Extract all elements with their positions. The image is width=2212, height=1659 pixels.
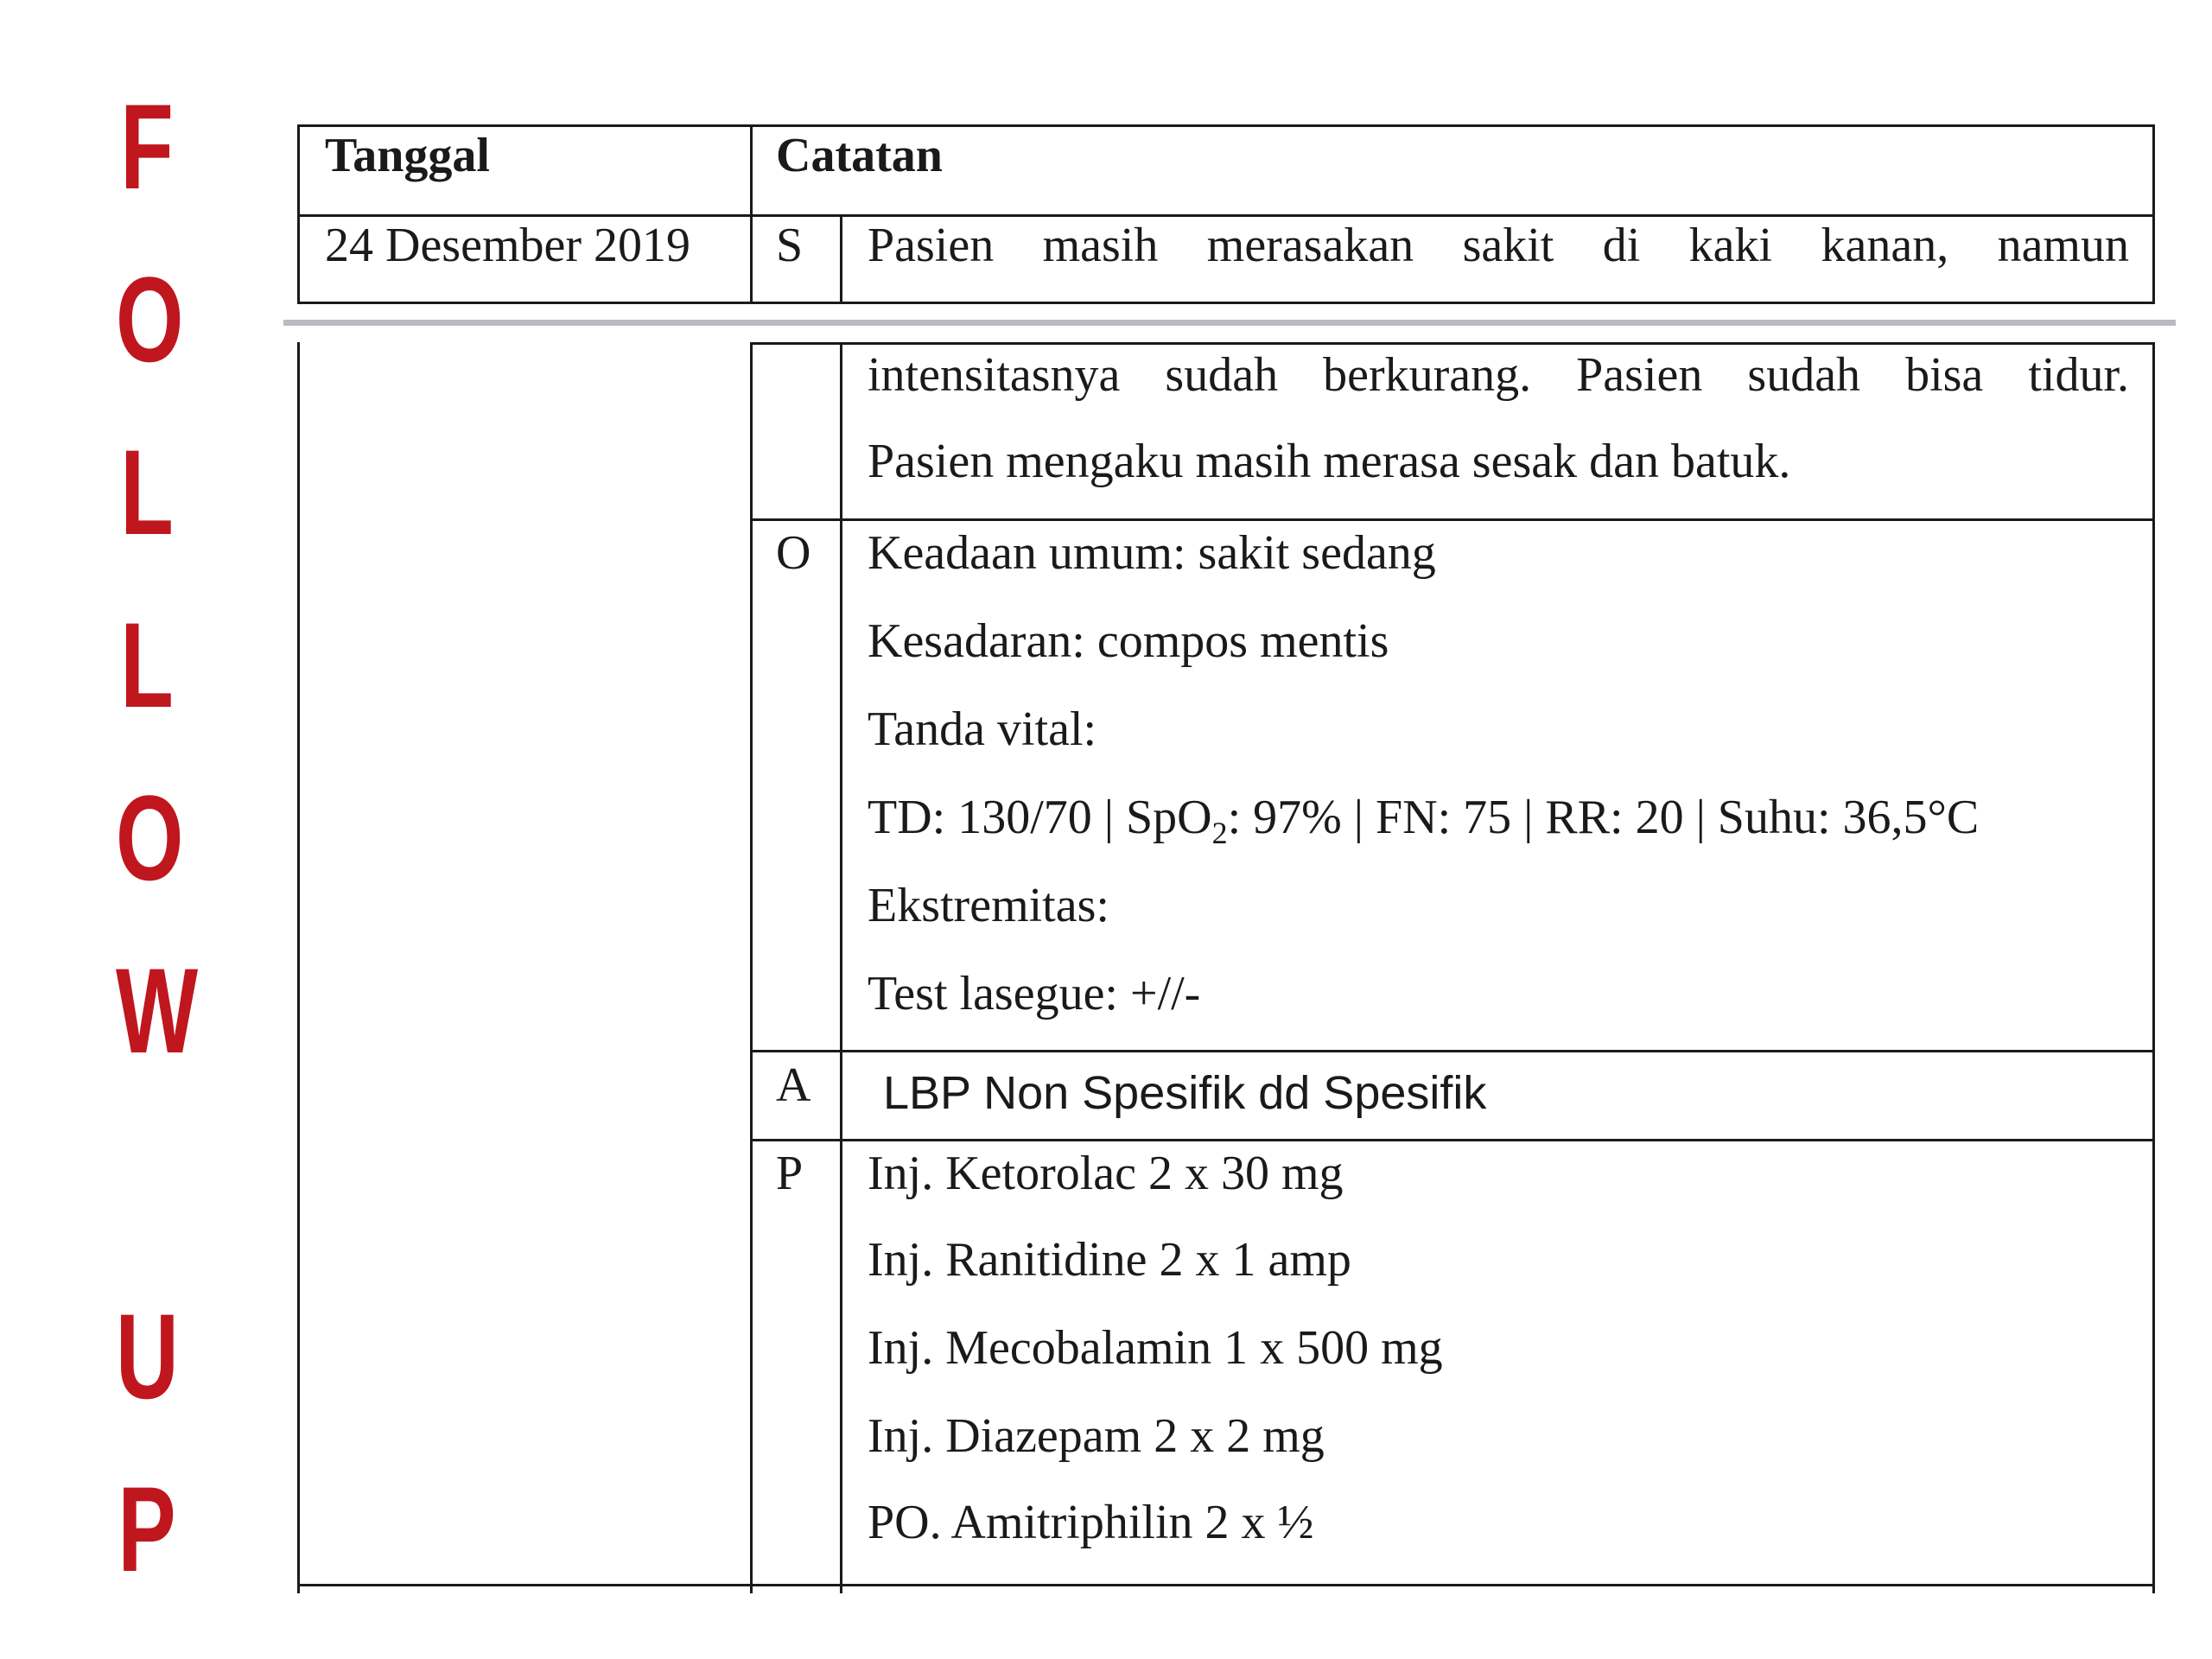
plan-line: Inj. Ketorolac 2 x 30 mg xyxy=(868,1147,1344,1200)
vital-signs-line xyxy=(868,793,1979,849)
plan-line: Inj. Ranitidine 2 x 1 amp xyxy=(868,1233,1351,1287)
table-border-line xyxy=(297,124,2155,127)
plan-line: PO. Amitriphilin 2 x ½ xyxy=(868,1496,1314,1549)
page-break-divider xyxy=(283,320,2176,326)
table-border-line xyxy=(750,1139,2155,1141)
table-border-line xyxy=(2152,342,2155,1593)
table-border-line xyxy=(750,124,753,304)
plan-line: Inj. Mecobalamin 1 x 500 mg xyxy=(868,1321,1443,1375)
objective-line: Test lasegue: +//- xyxy=(868,967,1201,1020)
subjective-line: Pasien mengaku masih merasa sesak dan batuk. xyxy=(868,435,1791,488)
title-letter: L xyxy=(120,597,174,733)
table-border-line xyxy=(750,518,2155,521)
title-letter: U xyxy=(116,1288,179,1424)
section-label-a: A xyxy=(776,1058,811,1112)
plan-line: Inj. Diazepam 2 x 2 mg xyxy=(868,1409,1325,1463)
title-letter: O xyxy=(116,251,184,387)
vital-signs-subscript: 2 xyxy=(1211,816,1228,851)
table-border-line xyxy=(2152,124,2155,304)
table-border-line xyxy=(297,1584,2155,1586)
table-border-line xyxy=(750,1050,2155,1052)
section-label-s: S xyxy=(776,219,804,272)
objective-line: Keadaan umum: sakit sedang xyxy=(868,526,1436,580)
subjective-line: Pasien masih merasakan sakit di kaki kanan, namun xyxy=(868,219,2129,272)
objective-line: Kesadaran: compos mentis xyxy=(868,614,1389,668)
title-letter: P xyxy=(118,1461,176,1597)
title-letter: O xyxy=(116,770,184,906)
date-cell: 24 Desember 2019 xyxy=(325,219,691,272)
objective-line: Ekstremitas: xyxy=(868,879,1109,932)
header-catatan: Catatan xyxy=(776,129,943,182)
table-border-line xyxy=(750,342,753,1593)
table-border-line xyxy=(750,342,2155,345)
subjective-line: intensitasnya sudah berkurang. Pasien sudah bisa tidur. xyxy=(868,348,2129,402)
table-border-line xyxy=(297,342,300,1593)
assessment-text: LBP Non Spesifik dd Spesifik xyxy=(883,1067,1487,1119)
table-border-line xyxy=(297,302,2155,304)
section-label-o: O xyxy=(776,526,811,580)
section-label-p: P xyxy=(776,1147,804,1200)
header-tanggal: Tanggal xyxy=(325,129,490,182)
vital-signs-values: : 97% | FN: 75 | RR: 20 | Suhu: 36,5°C xyxy=(1227,791,1980,844)
title-letter: L xyxy=(120,424,174,560)
vital-signs-td: TD: 130/70 | SpO xyxy=(868,791,1212,844)
table-border-line xyxy=(840,342,842,1593)
title-letter: W xyxy=(116,943,199,1078)
table-border-line xyxy=(297,214,2155,217)
table-border-line xyxy=(840,214,842,304)
objective-line: Tanda vital: xyxy=(868,702,1097,756)
table-border-line xyxy=(297,124,300,304)
title-letter: F xyxy=(120,79,174,214)
